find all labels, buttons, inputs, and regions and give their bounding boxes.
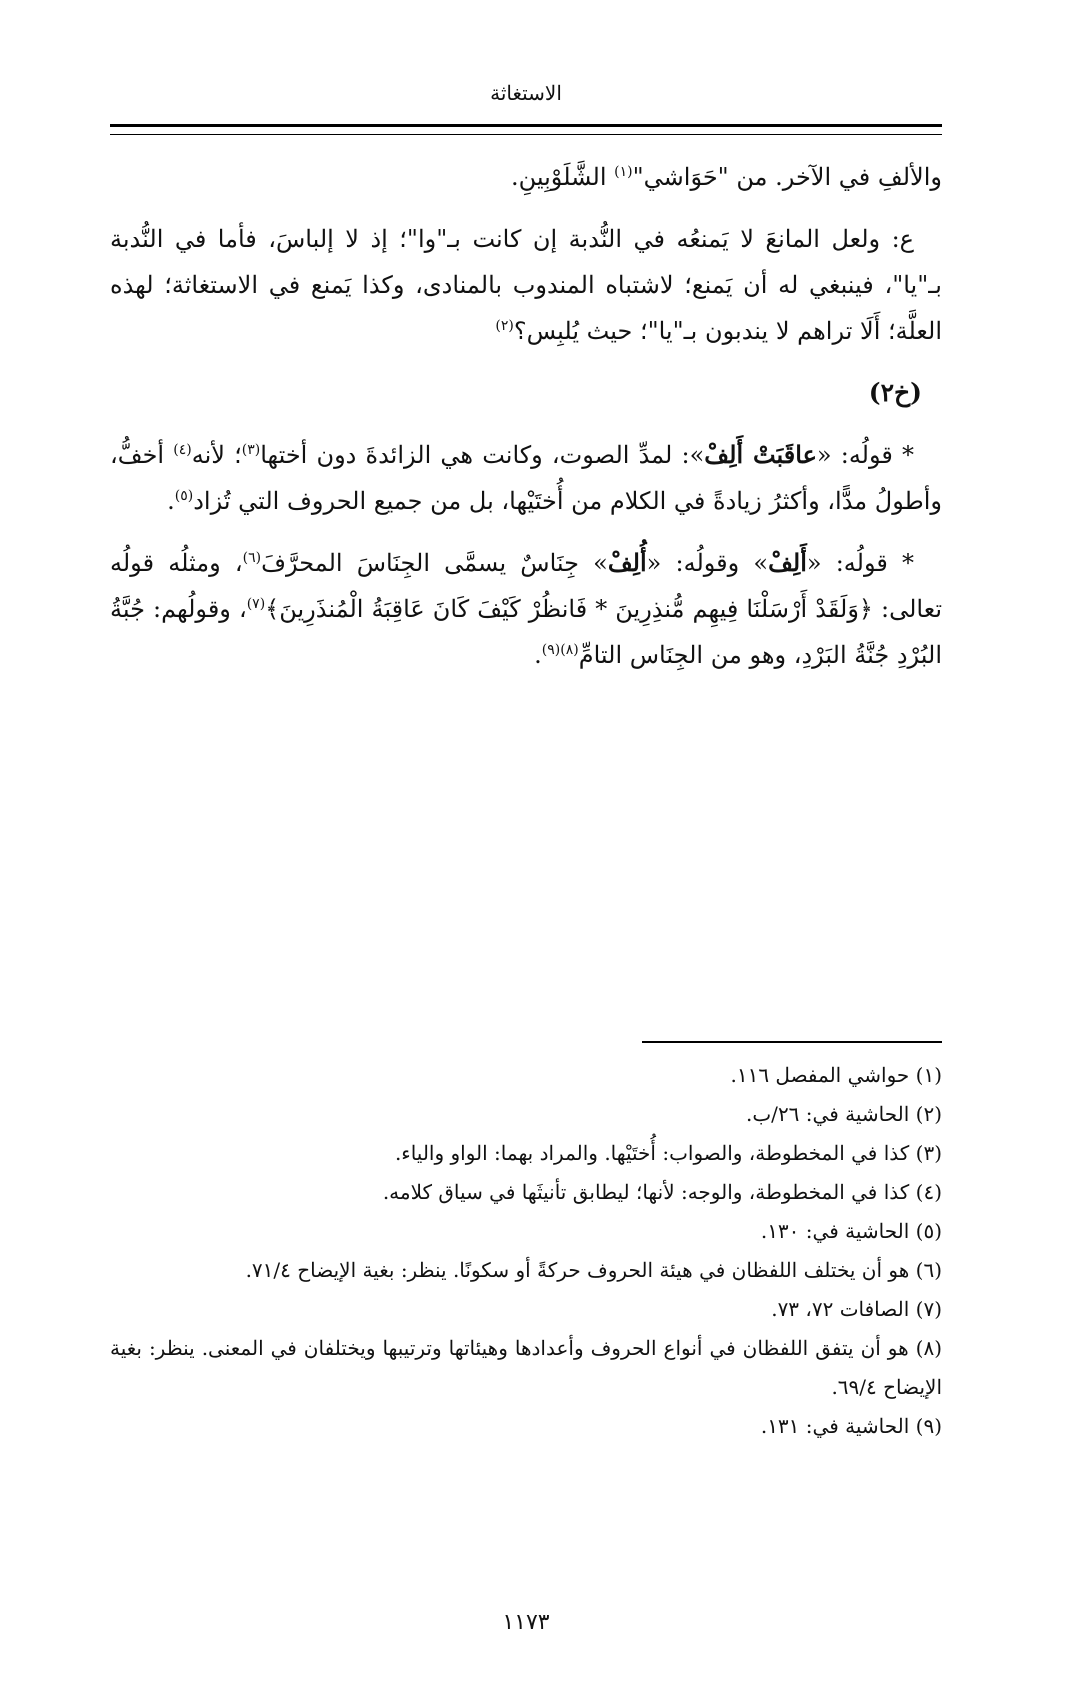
footnote-ref-2: (٢) — [495, 318, 514, 334]
paragraph-3-text-3: أخفُّ، وأطولُ مدًّا، وأكثرُ زيادةً في الكلام من أُختَيْها، بل من جميع الحروف التي تُزاد — [110, 441, 942, 515]
footnote-4: (٤) كذا في المخطوطة، والوجه: لأنها؛ ليطابق تأنيثَها في سياق كلامه. — [382, 1180, 942, 1204]
footnote-ref-7: (٧) — [246, 596, 266, 612]
paragraph-4-text-2: » جِنَاسٌ يسمَّى الجِنَاسَ المحرَّفَ — [261, 549, 608, 577]
footnote-ref-9: (٩) — [541, 642, 561, 658]
footnote-ref-8: (٨) — [560, 642, 579, 658]
paragraph-4-keyword-1: أَلِفْ — [768, 548, 807, 577]
paragraph-4-text-1: » وقولُه: « — [646, 549, 769, 577]
footnote-8: (٨) هو أن يتفق اللفظان في أنواع الحروف وأعدادها وهيئاتها وترتيبها ويختلفان في المعنى. ينظر: بغية الإيضاح ٦٩/٤. — [110, 1336, 942, 1399]
footnote-2: (٢) الحاشية في: ٢٦/ب. — [746, 1102, 942, 1126]
footnote-separator — [642, 1041, 942, 1043]
footnote-9: (٩) الحاشية في: ١٣١. — [760, 1414, 942, 1438]
paragraph-3-keyword: عاقَبَتْ أَلِفْ — [704, 440, 817, 469]
main-text — [110, 154, 942, 694]
page-number: ١١٧٣ — [502, 1610, 550, 1635]
paragraph-3 — [110, 432, 942, 524]
footnote-6: (٦) هو أن يختلف اللفظان في هيئة الحروف حركةً أو سكونًا. ينظر: بغية الإيضاح ٧١/٤. — [245, 1258, 942, 1282]
footnote-3: (٣) كذا في المخطوطة، والصواب: أُختَيْها. والمراد بهما: الواو والياء. — [394, 1141, 942, 1165]
footnote-7: (٧) الصافات ٧٢، ٧٣. — [771, 1297, 942, 1321]
paragraph-3-text-4: . — [167, 487, 175, 515]
paragraph-4-lead: * قولُه: « — [806, 549, 915, 577]
paragraph-1-text: والألفِ في الآخر. من "حَوَاشي" — [632, 163, 942, 191]
footnote-5: (٥) الحاشية في: ١٣٠. — [760, 1219, 942, 1243]
paragraph-4-text-3: ، ومثلُه قولُه تعالى: ﴿وَلَقَدْ أَرْسَلْنَا فِيهِم مُّنذِرِينَ * فَانظُرْ كَيْفَ كَانَ عَاقِبَةُ الْمُنذَرِينَ﴾ — [110, 549, 943, 623]
paragraph-4 — [110, 540, 942, 678]
paragraph-3-lead: * قولُه: « — [816, 441, 915, 469]
paragraph-2 — [110, 216, 942, 354]
footnote-ref-4: (٤) — [173, 442, 192, 458]
header-rule-thin — [110, 134, 942, 135]
paragraph-3-text-1: »: لمدِّ الصوت، وكانت هي الزائدةَ دون أختها — [260, 441, 705, 469]
footnote-1: (١) حواشي المفصل ١١٦. — [730, 1063, 942, 1087]
footnote-ref-1: (١) — [614, 164, 633, 180]
section-heading — [110, 370, 942, 416]
section-mark: (خ٢) — [868, 378, 922, 407]
footnote-ref-3: (٣) — [241, 442, 261, 458]
paragraph-2-text: ع: ولعل المانعَ لا يَمنعُه في النُّدبة إن كانت بـ"وا"؛ إذ لا إلباسَ، فأما في النُّدبة بـ"يا"، فينبغي له أن يَمنع؛ لاشتباه المندوب بالمنادى، وكذا يَمنع في الاستغاثة؛ لهذه العلَّة؛ أَلَا تراهم لا يندبون بـ"يا"؛ حيث يُلبِس؟ — [110, 225, 942, 345]
paragraph-1-text-after: الشَّلَوْبِينِ. — [510, 163, 615, 191]
footnote-ref-6: (٦) — [242, 550, 262, 566]
paragraph-4-keyword-2: أُلِفْ — [607, 548, 647, 577]
running-title: الاستغاثة — [490, 81, 562, 105]
paragraph-4-text-4: ، وقولُهم: جُبَّةُ البُرْدِ جُنَّةُ البَرْدِ، وهو من الجِنَاس التامِّ — [110, 595, 942, 669]
book-page — [110, 0, 942, 1698]
footnotes-list — [110, 1056, 942, 1446]
paragraph-1 — [110, 154, 942, 200]
footnote-ref-5: (٥) — [174, 488, 194, 504]
header-rule-thick — [110, 124, 942, 127]
paragraph-3-text-2: ؛ لأنه — [191, 441, 242, 469]
paragraph-4-text-5: . — [534, 641, 542, 669]
